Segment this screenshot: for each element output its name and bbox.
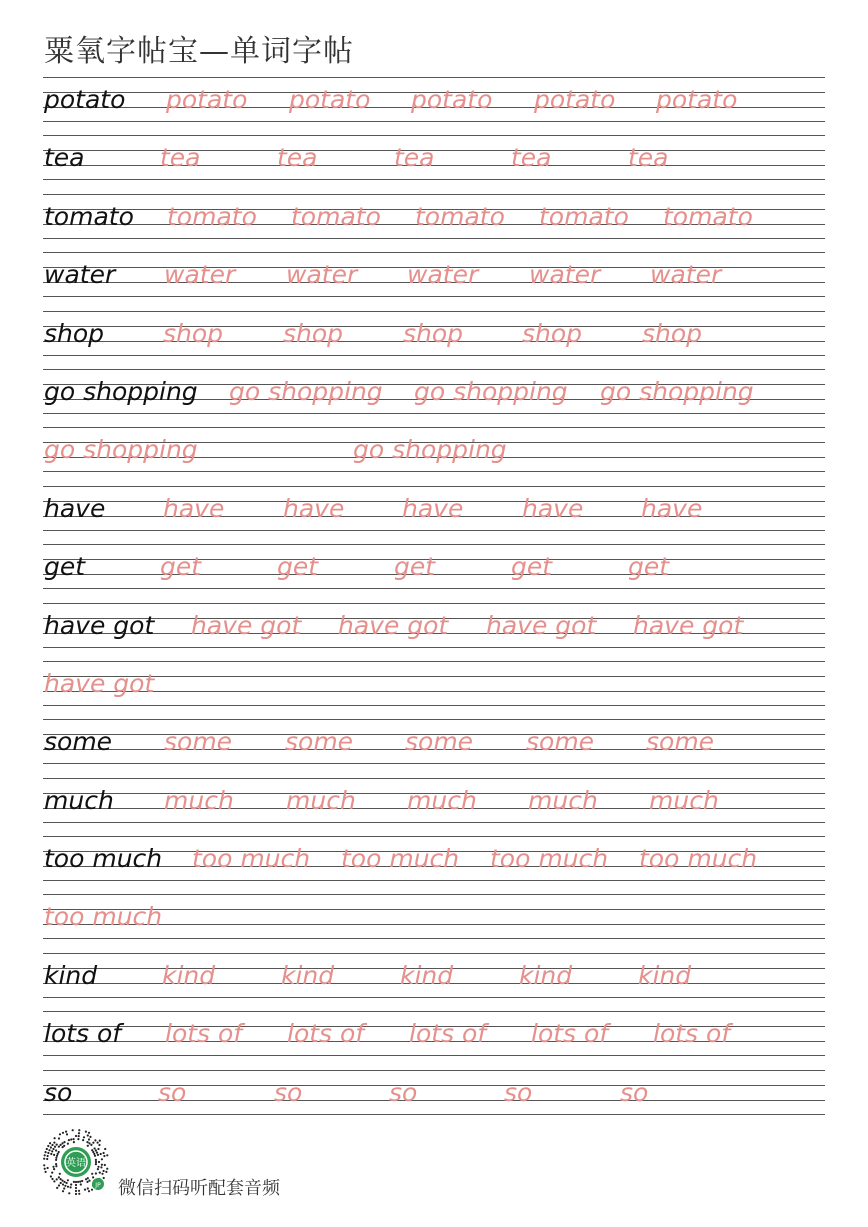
guide-line	[43, 1055, 825, 1056]
guide-line	[43, 719, 825, 720]
guide-line	[43, 647, 825, 648]
guide-line	[43, 763, 825, 764]
trace-word: too much	[192, 844, 311, 874]
practice-row	[43, 836, 825, 894]
trace-word: too much	[639, 844, 758, 874]
trace-word: too much	[490, 844, 609, 874]
trace-word: have got	[191, 610, 302, 640]
qr-label: 英语	[66, 1158, 86, 1169]
trace-word: get	[160, 552, 202, 582]
word-line	[43, 784, 825, 818]
trace-word: shop	[163, 318, 224, 348]
practice-row	[43, 719, 825, 777]
word-line	[43, 83, 825, 117]
trace-word: get	[628, 552, 670, 582]
practice-row	[43, 135, 825, 193]
trace-word: tea	[628, 143, 669, 173]
word-line	[43, 900, 825, 934]
guide-line	[43, 471, 825, 472]
trace-word: tea	[511, 143, 552, 173]
model-word: have	[44, 493, 106, 523]
trace-word: lots of	[409, 1019, 487, 1049]
trace-word: kind	[638, 960, 692, 990]
trace-word: have	[163, 493, 225, 523]
trace-word: have got	[338, 610, 449, 640]
trace-word: water	[650, 260, 722, 290]
trace-word: tea	[394, 143, 435, 173]
trace-word: much	[407, 785, 477, 815]
guide-line	[43, 355, 825, 356]
guide-line	[43, 194, 825, 195]
model-word: water	[44, 260, 116, 290]
trace-word: shop	[642, 318, 703, 348]
trace-word: water	[529, 260, 601, 290]
model-word: too much	[44, 844, 163, 874]
guide-line	[43, 121, 825, 122]
trace-word: get	[277, 552, 319, 582]
model-word: shop	[44, 318, 105, 348]
guide-line	[43, 822, 825, 823]
trace-word: kind	[162, 960, 216, 990]
trace-word: shop	[403, 318, 464, 348]
model-word: so	[44, 1077, 73, 1107]
model-word: kind	[44, 960, 98, 990]
model-word: tea	[44, 143, 85, 173]
guide-line	[43, 486, 825, 487]
trace-word: some	[526, 727, 595, 757]
guide-line	[43, 252, 825, 253]
trace-word: shop	[522, 318, 583, 348]
word-line	[43, 141, 825, 175]
trace-word: go shopping	[414, 376, 568, 406]
model-word: go shopping	[44, 376, 198, 406]
trace-word: so	[620, 1077, 649, 1107]
guide-line	[43, 778, 825, 779]
trace-word: have got	[44, 668, 155, 698]
practice-row	[43, 778, 825, 836]
trace-word: potato	[289, 85, 371, 114]
practice-row	[43, 661, 825, 719]
trace-word: kind	[400, 960, 454, 990]
trace-word: so	[504, 1077, 533, 1107]
trace-word: tomato	[415, 201, 505, 231]
trace-word: have got	[486, 610, 597, 640]
trace-word: much	[528, 785, 598, 815]
trace-word: potato	[166, 85, 248, 114]
guide-line	[43, 953, 825, 954]
practice-row	[43, 953, 825, 1011]
trace-word: kind	[519, 960, 573, 990]
practice-grid	[43, 77, 825, 1128]
trace-word: have got	[633, 610, 744, 640]
guide-line	[43, 369, 825, 370]
trace-word: too much	[44, 902, 163, 932]
trace-word: some	[285, 727, 354, 757]
guide-line	[43, 1070, 825, 1071]
guide-line	[43, 427, 825, 428]
guide-line	[43, 1114, 825, 1115]
word-line	[43, 959, 825, 993]
trace-word: go shopping	[229, 376, 383, 406]
guide-line	[43, 705, 825, 706]
word-line	[43, 1017, 825, 1051]
trace-word: lots of	[287, 1019, 365, 1049]
practice-row	[43, 544, 825, 602]
model-word: get	[44, 552, 86, 582]
trace-word: so	[158, 1077, 187, 1107]
guide-line	[43, 179, 825, 180]
trace-word: so	[274, 1077, 303, 1107]
guide-line	[43, 296, 825, 297]
word-line	[43, 375, 825, 409]
trace-word: have	[641, 493, 703, 523]
trace-word: tomato	[167, 201, 257, 231]
guide-line	[43, 413, 825, 414]
guide-line	[43, 836, 825, 837]
trace-word: go shopping	[353, 435, 507, 465]
guide-line	[43, 588, 825, 589]
trace-word: tomato	[539, 201, 629, 231]
model-word: some	[44, 727, 113, 757]
model-word: tomato	[44, 201, 134, 231]
trace-word: kind	[281, 960, 335, 990]
trace-word: water	[407, 260, 479, 290]
guide-line	[43, 77, 825, 78]
trace-word: tomato	[663, 201, 753, 231]
word-line	[43, 550, 825, 584]
practice-row	[43, 1011, 825, 1069]
guide-line	[43, 603, 825, 604]
guide-line	[43, 880, 825, 881]
practice-row	[43, 1070, 825, 1128]
trace-word: potato	[411, 85, 493, 114]
page-title: 粟氧字帖宝—单词字帖	[44, 34, 354, 69]
trace-word: much	[649, 785, 719, 815]
trace-word: go shopping	[600, 376, 754, 406]
practice-row	[43, 603, 825, 661]
qr-badge: JP	[95, 1182, 101, 1189]
guide-line	[43, 544, 825, 545]
trace-word: much	[164, 785, 234, 815]
practice-row	[43, 194, 825, 252]
trace-word: water	[286, 260, 358, 290]
trace-word: potato	[656, 85, 738, 114]
trace-word: lots of	[653, 1019, 731, 1049]
trace-word: have	[283, 493, 345, 523]
trace-word: tomato	[291, 201, 381, 231]
word-line	[43, 433, 825, 467]
trace-word: get	[394, 552, 436, 582]
qr-code-icon[interactable]	[40, 1126, 112, 1198]
model-word: have got	[44, 610, 155, 640]
word-line	[43, 317, 825, 351]
model-word: much	[44, 785, 114, 815]
practice-row	[43, 427, 825, 485]
trace-word: lots of	[531, 1019, 609, 1049]
word-line	[43, 200, 825, 234]
trace-word: have	[402, 493, 464, 523]
trace-word: shop	[283, 318, 344, 348]
model-word: potato	[44, 85, 126, 114]
trace-word: potato	[534, 85, 616, 114]
guide-line	[43, 238, 825, 239]
guide-line	[43, 530, 825, 531]
trace-word: lots of	[165, 1019, 243, 1049]
guide-line	[43, 135, 825, 136]
trace-word: some	[164, 727, 233, 757]
practice-row	[43, 252, 825, 310]
guide-line	[43, 311, 825, 312]
guide-line	[43, 894, 825, 895]
guide-line	[43, 1011, 825, 1012]
trace-word: have	[522, 493, 584, 523]
word-line	[43, 842, 825, 876]
guide-line	[43, 938, 825, 939]
audio-caption: 微信扫码听配套音频	[118, 1178, 280, 1199]
trace-word: much	[286, 785, 356, 815]
trace-word: too much	[341, 844, 460, 874]
trace-word: water	[164, 260, 236, 290]
practice-row	[43, 369, 825, 427]
practice-row	[43, 486, 825, 544]
practice-row	[43, 894, 825, 952]
guide-line	[43, 661, 825, 662]
word-line	[43, 258, 825, 292]
word-line	[43, 609, 825, 643]
word-line	[43, 667, 825, 701]
trace-word: so	[389, 1077, 418, 1107]
model-word: lots of	[44, 1019, 122, 1049]
word-line	[43, 725, 825, 759]
trace-word: go shopping	[44, 435, 198, 465]
practice-row	[43, 77, 825, 135]
trace-word: get	[511, 552, 553, 582]
word-line	[43, 492, 825, 526]
practice-row	[43, 311, 825, 369]
trace-word: some	[405, 727, 474, 757]
guide-line	[43, 997, 825, 998]
trace-word: tea	[277, 143, 318, 173]
trace-word: tea	[160, 143, 201, 173]
word-line	[43, 1076, 825, 1110]
trace-word: some	[646, 727, 715, 757]
